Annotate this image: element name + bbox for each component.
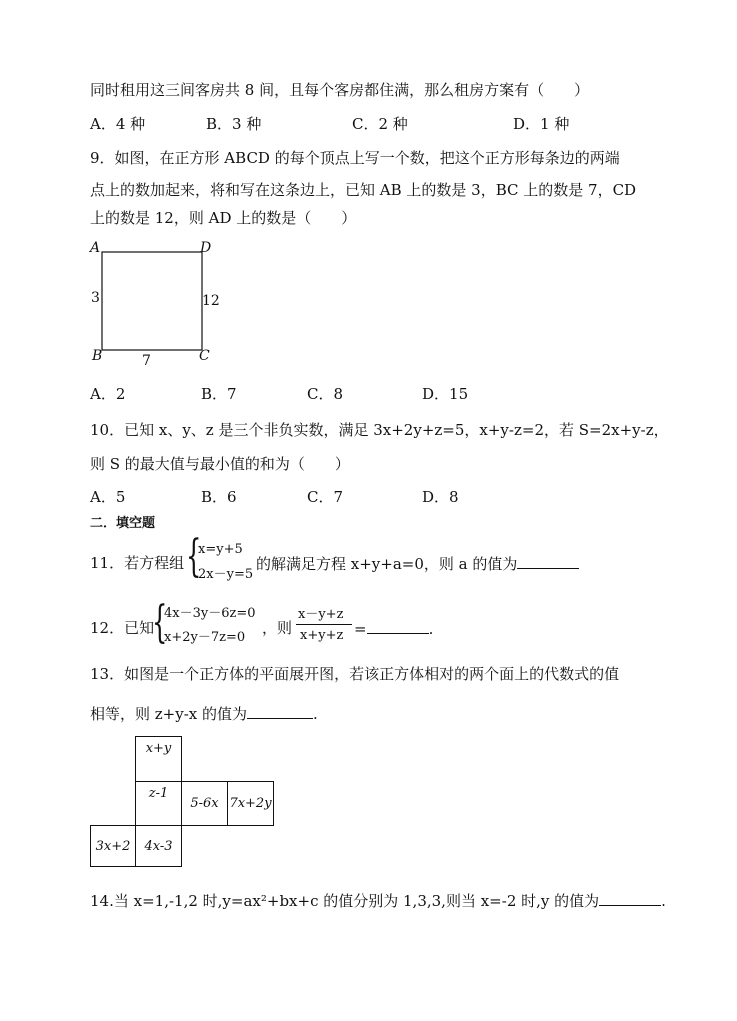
- q12-denominator: x+y+z: [300, 628, 344, 643]
- q13-text-line-1: 13．如图是一个正方体的平面展开图，若该正方体相对的两个面上的代数式的值: [90, 665, 620, 683]
- q12-equation-1: 4x－3y－6z=0: [164, 606, 256, 621]
- q12-answer: [354, 618, 433, 639]
- q8-option-a[interactable]: A．4 种: [90, 115, 146, 133]
- q10-text-line-1: 10．已知 x、y、z 是三个非负实数，满足 3x+2y+z=5，x+y-z=2，若 S=2x+y-z，: [90, 421, 669, 439]
- net-cell-bottom-center: 4x-3: [135, 825, 182, 867]
- vertex-label-a: A: [90, 240, 101, 256]
- q9-option-b[interactable]: B．7: [201, 385, 237, 403]
- q11-prefix: 11．若方程组: [90, 554, 185, 572]
- q12-equation-2: x+2y－7z=0: [164, 630, 246, 645]
- side-label-ab: 3: [91, 290, 100, 306]
- q11-equation-2: 2x－y=5: [198, 567, 254, 582]
- q14-text: 14.当 x=1,-1,2 时,y=ax²+bx+c 的值分别为 1,3,3,则当 x=-2 时,y 的值为: [90, 892, 600, 910]
- q11-suffix: [256, 553, 579, 574]
- q8-option-d[interactable]: D．1 种: [513, 115, 570, 133]
- q14-answer-blank[interactable]: [599, 890, 661, 906]
- q8-option-c[interactable]: C．2 种: [352, 115, 408, 133]
- vertex-label-c: C: [199, 348, 210, 364]
- q12-prefix: 12．已知: [90, 619, 155, 637]
- q11-equation-1: x=y+5: [198, 542, 243, 557]
- q9-option-a[interactable]: A．2: [90, 385, 126, 403]
- vertex-label-b: B: [92, 348, 103, 364]
- net-cell-top: x+y: [135, 736, 182, 782]
- q10-option-c[interactable]: C．7: [307, 488, 344, 506]
- q10-option-d[interactable]: D．8: [422, 488, 459, 506]
- q13-text-line-2-body: 相等，则 z+y-x 的值为: [90, 705, 248, 723]
- q11-brace: {: [186, 531, 202, 582]
- q12-numerator: x－y+z: [298, 607, 344, 622]
- square-outline: [102, 252, 202, 350]
- q13-text-line-2: [90, 703, 318, 724]
- q8-continuation-text: 同时租用这三间客房共 8 间，且每个客房都住满，那么租房方案有（ ）: [90, 81, 590, 99]
- q11-suffix-text: 的解满足方程 x+y+a=0，则 a 的值为: [256, 555, 518, 573]
- side-label-cd: 12: [202, 293, 220, 309]
- q13-end: .: [313, 705, 318, 723]
- q9-text-line-3: 上的数是 12，则 AD 上的数是（ ）: [90, 209, 357, 227]
- q12-then: ，则: [262, 619, 293, 637]
- q8-option-b[interactable]: B．3 种: [206, 115, 262, 133]
- q10-text-line-2: 则 S 的最大值与最小值的和为（ ）: [90, 455, 350, 473]
- net-cell-bottom-left: 3x+2: [90, 825, 136, 867]
- q14-end: .: [661, 892, 666, 910]
- q12-answer-blank[interactable]: [367, 618, 429, 634]
- q9-option-c[interactable]: C．8: [307, 385, 344, 403]
- q9-text-line-1: 9．如图，在正方形 ABCD 的每个顶点上写一个数，把这个正方形每条边的两端: [90, 149, 620, 167]
- q14-line: [90, 890, 666, 911]
- q10-option-a[interactable]: A．5: [90, 488, 126, 506]
- section-heading-fill-blank: 二．填空题: [90, 516, 156, 531]
- net-cell-middle-right: 7x+2y: [227, 781, 274, 826]
- q12-brace: {: [152, 597, 168, 648]
- q9-square-figure: [86, 238, 226, 368]
- q10-option-b[interactable]: B．6: [201, 488, 237, 506]
- q11-answer-blank[interactable]: [517, 553, 579, 569]
- net-cell-middle-center: 5-6x: [181, 781, 228, 826]
- net-cell-middle-left: z-1: [135, 781, 182, 826]
- side-label-bc: 7: [142, 353, 151, 369]
- q9-text-line-2: 点上的数加起来，将和写在这条边上，已知 AB 上的数是 3，BC 上的数是 7，CD: [90, 181, 637, 199]
- vertex-label-d: D: [200, 240, 212, 256]
- q12-equals: =: [354, 620, 367, 638]
- q9-option-d[interactable]: D．15: [422, 385, 469, 403]
- q12-fraction-bar: [296, 624, 352, 625]
- q12-end: .: [428, 620, 434, 638]
- q13-answer-blank[interactable]: [247, 703, 313, 719]
